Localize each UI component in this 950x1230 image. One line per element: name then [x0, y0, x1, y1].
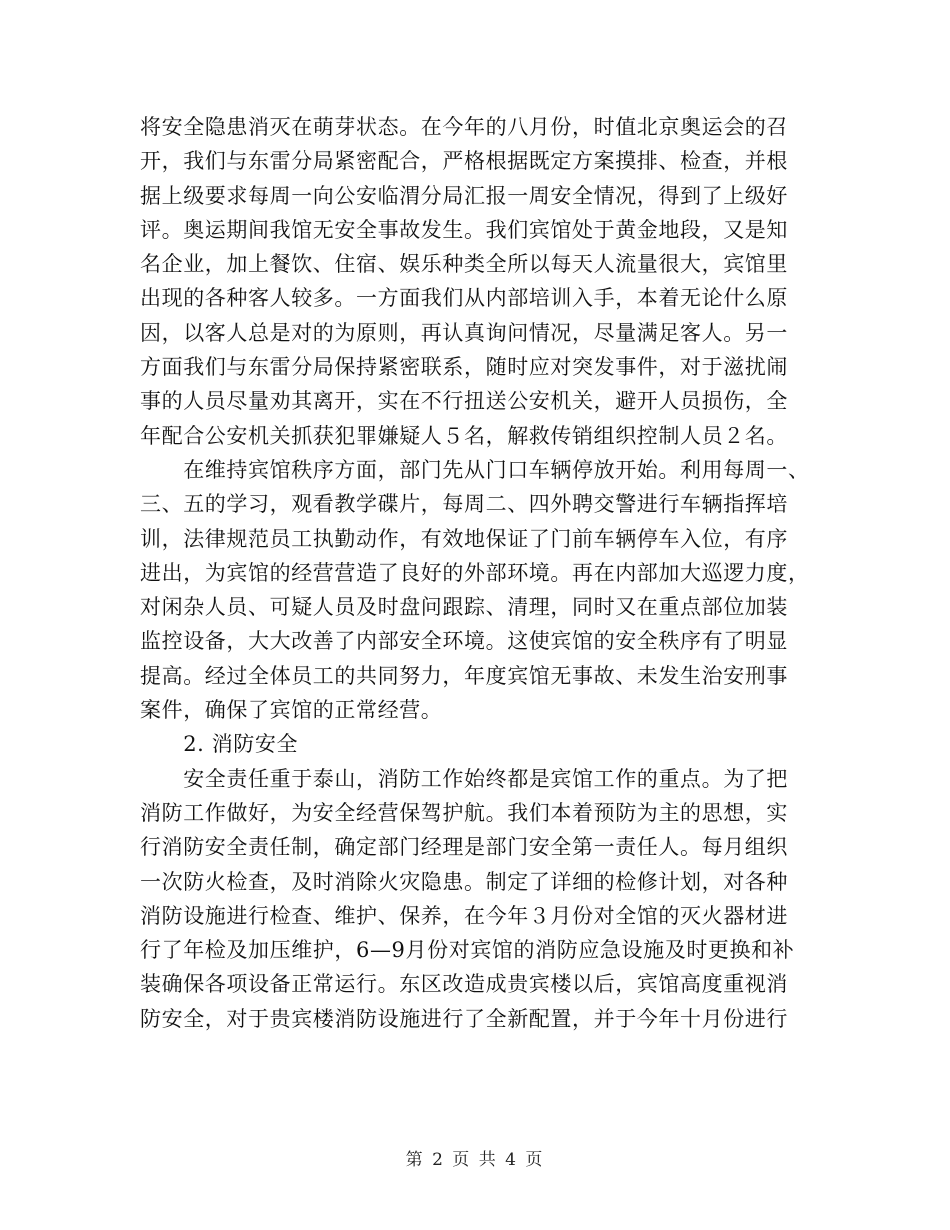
text-line: 三、五的学习，观看教学碟片，每周二、四外聘交警进行车辆指挥培 [140, 492, 788, 517]
text-line: 提高。经过全体员工的共同努力，年度宾馆无事故、未发生治安刑事 [140, 663, 788, 688]
text-line: 开，我们与东雷分局紧密配合，严格根据既定方案摸排、检查，并根 [140, 149, 788, 174]
text-line: 消防设施进行检查、维护、保养，在今年３月份对全馆的灭火器材进 [140, 903, 788, 928]
text-line: 据上级要求每周一向公安临渭分局汇报一周安全情况，得到了上级好 [140, 183, 788, 208]
text-line: 进出，为宾馆的经营营造了良好的外部环境。再在内部加大巡逻力度， [140, 560, 810, 585]
text-line: 安全责任重于泰山，消防工作始终都是宾馆工作的重点。为了把 [140, 766, 788, 791]
text-line: 消防工作做好，为安全经营保驾护航。我们本着预防为主的思想，实 [140, 800, 788, 825]
text-line: 案件，确保了宾馆的正常经营。 [140, 698, 443, 723]
text-line: 监控设备，大大改善了内部安全环境。这使宾馆的安全秩序有了明显 [140, 629, 788, 654]
body-text [140, 110, 810, 1036]
text-line: 年配合公安机关抓获犯罪嫌疑人５名，解救传销组织控制人员２名。 [140, 423, 788, 448]
text-line: 行消防安全责任制，确定部门经理是部门安全第一责任人。每月组织 [140, 835, 788, 860]
text-line: 方面我们与东雷分局保持紧密联系，随时应对突发事件，对于滋扰闹 [140, 355, 788, 380]
text-line: 行了年检及加压维护，6—9月份对宾馆的消防应急设施及时更换和补 [140, 938, 795, 963]
text-line: 出现的各种客人较多。一方面我们从内部培训入手，本着无论什么原 [140, 286, 788, 311]
text-line: 名企业，加上餐饮、住宿、娱乐种类全所以每天人流量很大，宾馆里 [140, 252, 788, 277]
section-heading: 2. 消防安全 [140, 732, 299, 757]
text-line: 评。奥运期间我馆无安全事故发生。我们宾馆处于黄金地段，又是知 [140, 217, 788, 242]
text-line: 训，法律规范员工执勤动作，有效地保证了门前车辆停车入位，有序 [140, 526, 788, 551]
text-line: 事的人员尽量劝其离开，实在不行扭送公安机关，避开人员损伤，全 [140, 389, 788, 414]
page-number: 第 2 页 共 4 页 [405, 1150, 545, 1170]
text-line: 一次防火检查，及时消除火灾隐患。制定了详细的检修计划，对各种 [140, 869, 788, 894]
text-line: 因，以客人总是对的为原则，再认真询问情况，尽量满足客人。另一 [140, 320, 788, 345]
text-line: 装确保各项设备正常运行。东区改造成贵宾楼以后，宾馆高度重视消 [140, 972, 788, 997]
text-line: 防安全，对于贵宾楼消防设施进行了全新配置，并于今年十月份进行 [140, 1006, 788, 1031]
text-line: 将安全隐患消灭在萌芽状态。在今年的八月份，时值北京奥运会的召 [140, 115, 788, 139]
text-line: 对闲杂人员、可疑人员及时盘问跟踪、清理，同时又在重点部位加装 [140, 595, 788, 620]
text-line: 在维持宾馆秩序方面，部门先从门口车辆停放开始。利用每周一、 [140, 457, 810, 482]
